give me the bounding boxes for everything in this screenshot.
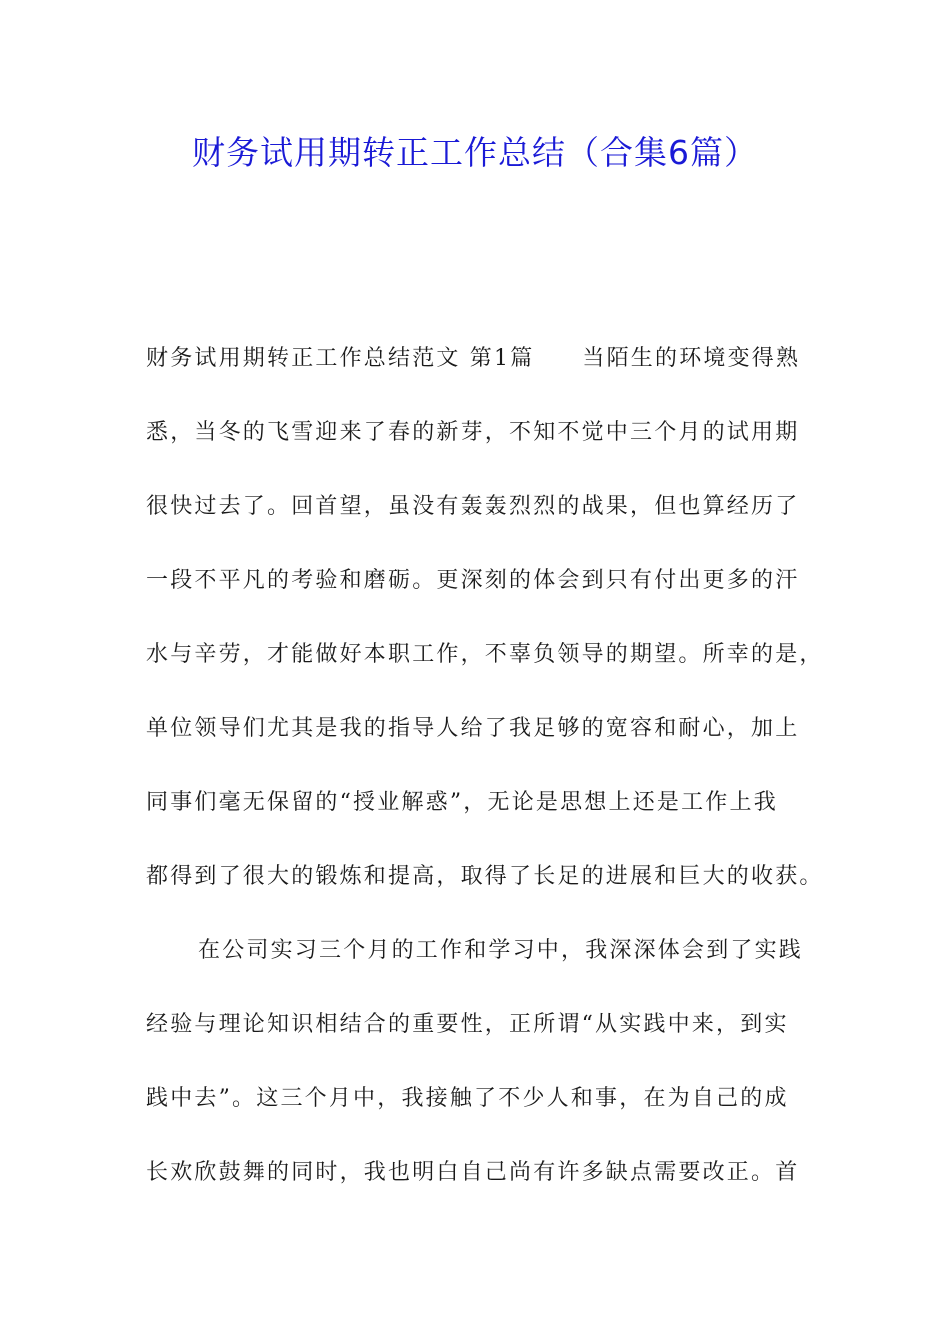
body-line: 都得到了很大的锻炼和提高，取得了长足的进展和巨大的收获。: [146, 864, 824, 889]
document-title: 财务试用期转正工作总结（合集6篇）: [192, 133, 758, 172]
body-line: 同事们毫无保留的“授业解惑”，无论是思想上还是工作上我: [146, 790, 778, 815]
body-line: 长欢欣鼓舞的同时，我也明白自己尚有许多缺点需要改正。首: [146, 1160, 800, 1185]
document-body: [146, 334, 824, 1222]
body-line: 很快过去了。回首望，虽没有轰轰烈烈的战果，但也算经历了: [146, 494, 800, 519]
body-line: 水与辛劳，才能做好本职工作，不辜负领导的期望。所幸的是，: [146, 642, 824, 667]
body-line-text: 在公司实习三个月的工作和学习中，我深深体会到了实践: [198, 938, 804, 963]
body-line: 单位领导们尤其是我的指导人给了我足够的宽容和耐心，加上: [146, 716, 800, 741]
body-line: [146, 334, 810, 408]
body-line: 悉，当冬的飞雪迎来了春的新芽，不知不觉中三个月的试用期: [146, 420, 800, 445]
body-line: 一段不平凡的考验和磨砺。更深刻的体会到只有付出更多的汗: [146, 568, 800, 593]
body-line: 经验与理论知识相结合的重要性，正所谓“从实践中来，到实: [146, 1012, 789, 1037]
body-line-text: 当陌生的环境变得熟: [582, 346, 801, 371]
section-heading: 财务试用期转正工作总结范文 第1篇: [146, 346, 535, 371]
body-line: 践中去”。这三个月中，我接触了不少人和事，在为自己的成: [146, 1086, 789, 1111]
body-line: [146, 926, 810, 1000]
